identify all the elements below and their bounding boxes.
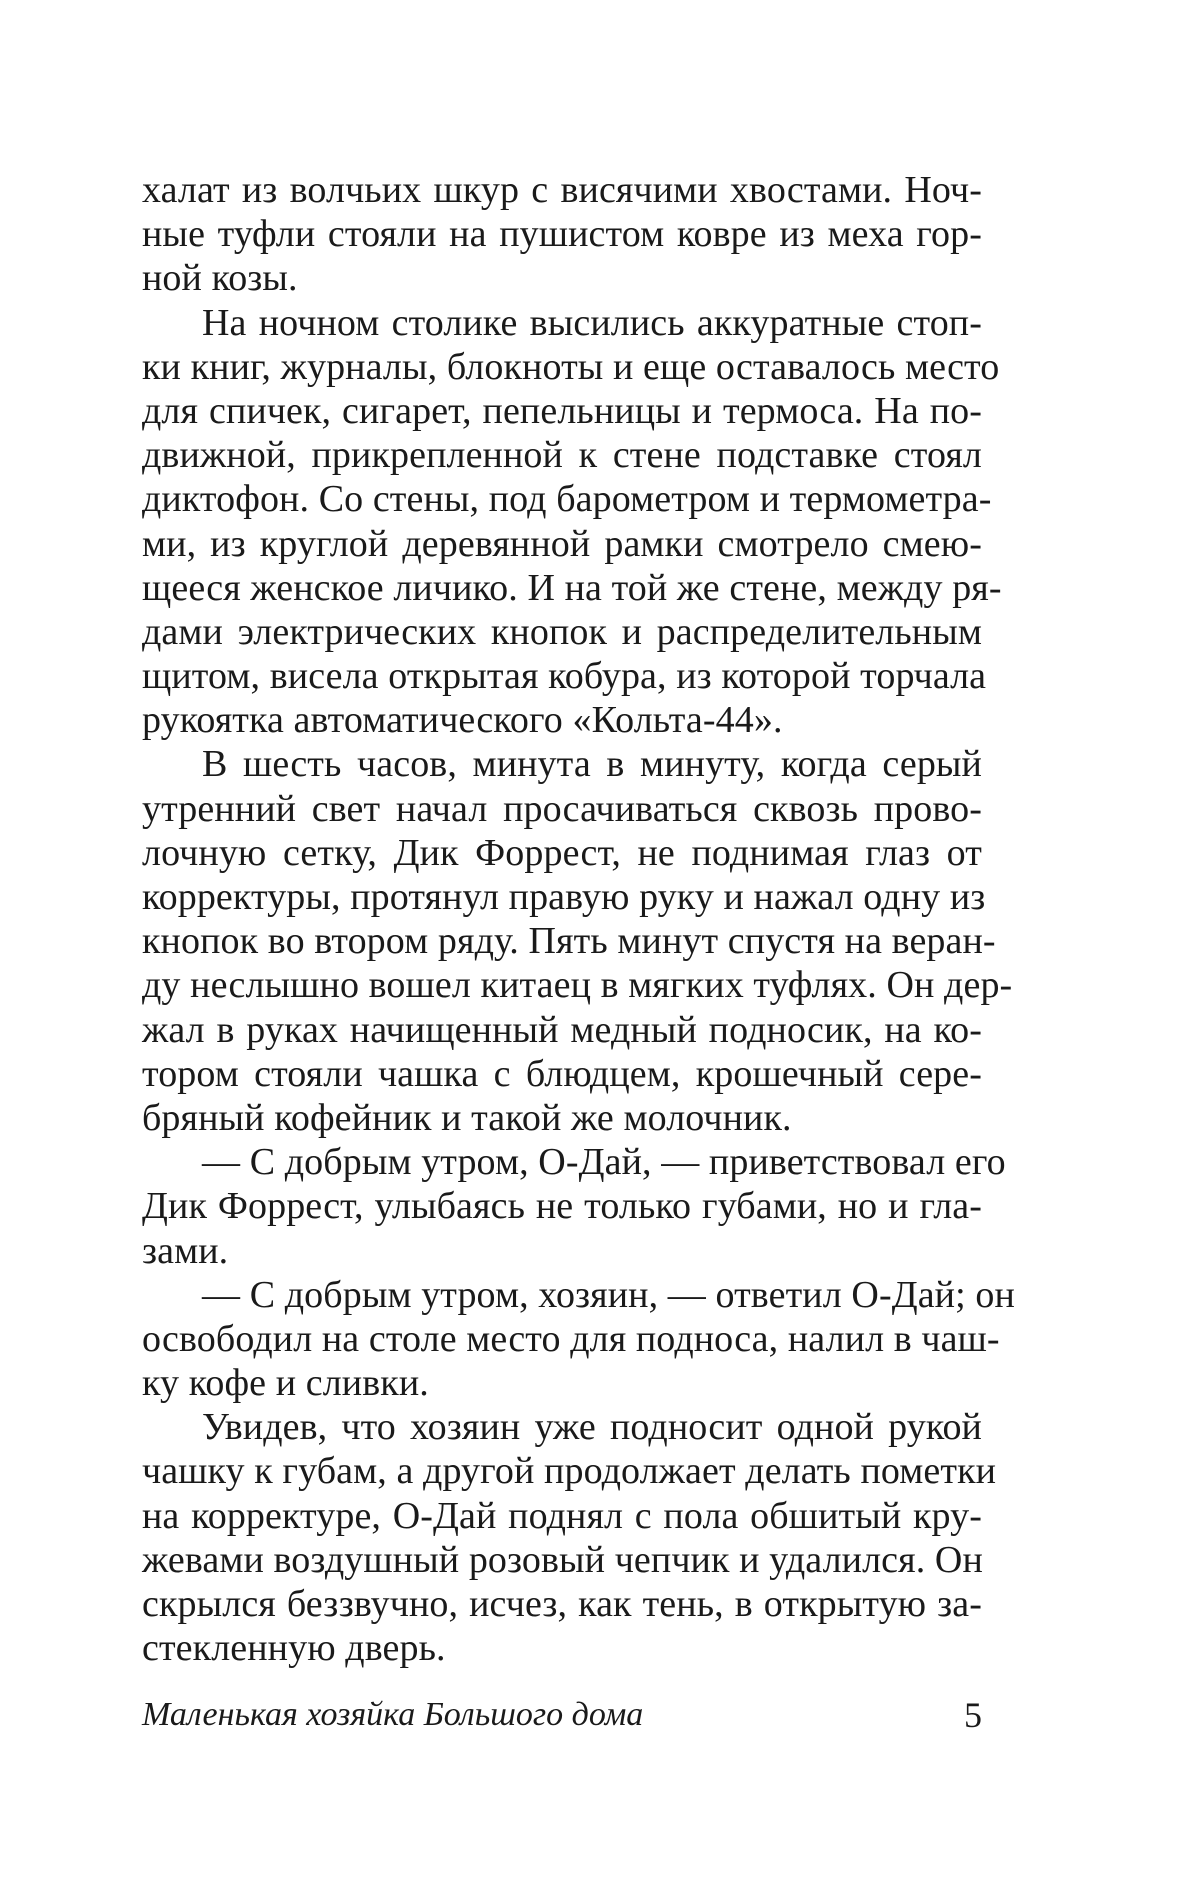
text-line: на корректуре, О-Дай поднял с пола обшитый кру- xyxy=(142,1494,982,1537)
text-line: освободил на столе место для подноса, налил в чаш- xyxy=(142,1317,1000,1360)
text-line: ной козы. xyxy=(142,257,298,300)
text-line: На ночном столике высились аккуратные стоп- xyxy=(202,301,982,344)
text-line: жевами воздушный розовый чепчик и удалился. Он xyxy=(142,1538,983,1581)
text-line: Увидев, что хозяин уже подносит одной рукой xyxy=(202,1406,982,1449)
text-line: рукоятка автоматического «Кольта-44». xyxy=(142,699,783,742)
text-line: ку кофе и сливки. xyxy=(142,1362,429,1405)
text-line: ки книг, журналы, блокноты и еще оставалось место xyxy=(142,345,1000,388)
text-line: Дик Форрест, улыбаясь не только губами, но и гла- xyxy=(142,1185,982,1228)
text-line: ми, из круглой деревянной рамки смотрело смею- xyxy=(142,522,982,565)
page-footer xyxy=(142,1690,982,1740)
text-line: лочную сетку, Дик Форрест, не поднимая глаз от xyxy=(142,831,982,874)
text-line: скрылся беззвучно, исчез, как тень, в открытую за- xyxy=(142,1583,982,1625)
text-line: ду неслышно вошел китаец в мягких туфлях. Он дер- xyxy=(142,964,1013,1007)
text-line: дами электрических кнопок и распределительным xyxy=(142,610,982,653)
text-line: для спичек, сигарет, пепельницы и термоса. На по- xyxy=(142,389,982,432)
text-line: жал в руках начищенный медный подносик, на ко- xyxy=(142,1008,982,1051)
running-title: Маленькая хозяйка Большого дома xyxy=(142,1696,644,1733)
text-line: халат из волчьих шкур с висячими хвостами. Ноч- xyxy=(142,169,982,211)
text-line: кнопок во втором ряду. Пять минут спустя на веран- xyxy=(142,920,996,963)
text-line: щитом, висела открытая кобура, из которой торчала xyxy=(142,655,987,698)
text-line: стекленную дверь. xyxy=(142,1627,446,1670)
text-line: В шесть часов, минута в минуту, когда серый xyxy=(202,743,982,786)
body-text xyxy=(142,168,1015,1670)
text-line: бряный кофейник и такой же молочник. xyxy=(142,1096,792,1139)
text-line: движной, прикрепленной к стене подставке стоял xyxy=(142,434,982,477)
text-line: диктофон. Со стены, под барометром и термометра- xyxy=(142,478,992,521)
text-line: — С добрым утром, хозяин, — ответил О-Дай; он xyxy=(202,1273,1015,1316)
text-line: тором стояли чашка с блюдцем, крошечный сере- xyxy=(142,1052,982,1095)
text-line: щееся женское личико. И на той же стене, между ря- xyxy=(142,566,1002,609)
text-line: чашку к губам, а другой продолжает делать пометки xyxy=(142,1450,997,1493)
text-line: ные туфли стояли на пушистом ковре из меха гор- xyxy=(142,213,982,256)
text-line: утренний свет начал просачиваться сквозь прово- xyxy=(142,787,982,830)
page-number: 5 xyxy=(964,1695,982,1735)
text-line: — С добрым утром, О-Дай, — приветствовал его xyxy=(202,1141,1006,1184)
text-line: зами. xyxy=(142,1229,229,1272)
text-line: корректуры, протянул правую руку и нажал одну из xyxy=(142,876,986,918)
